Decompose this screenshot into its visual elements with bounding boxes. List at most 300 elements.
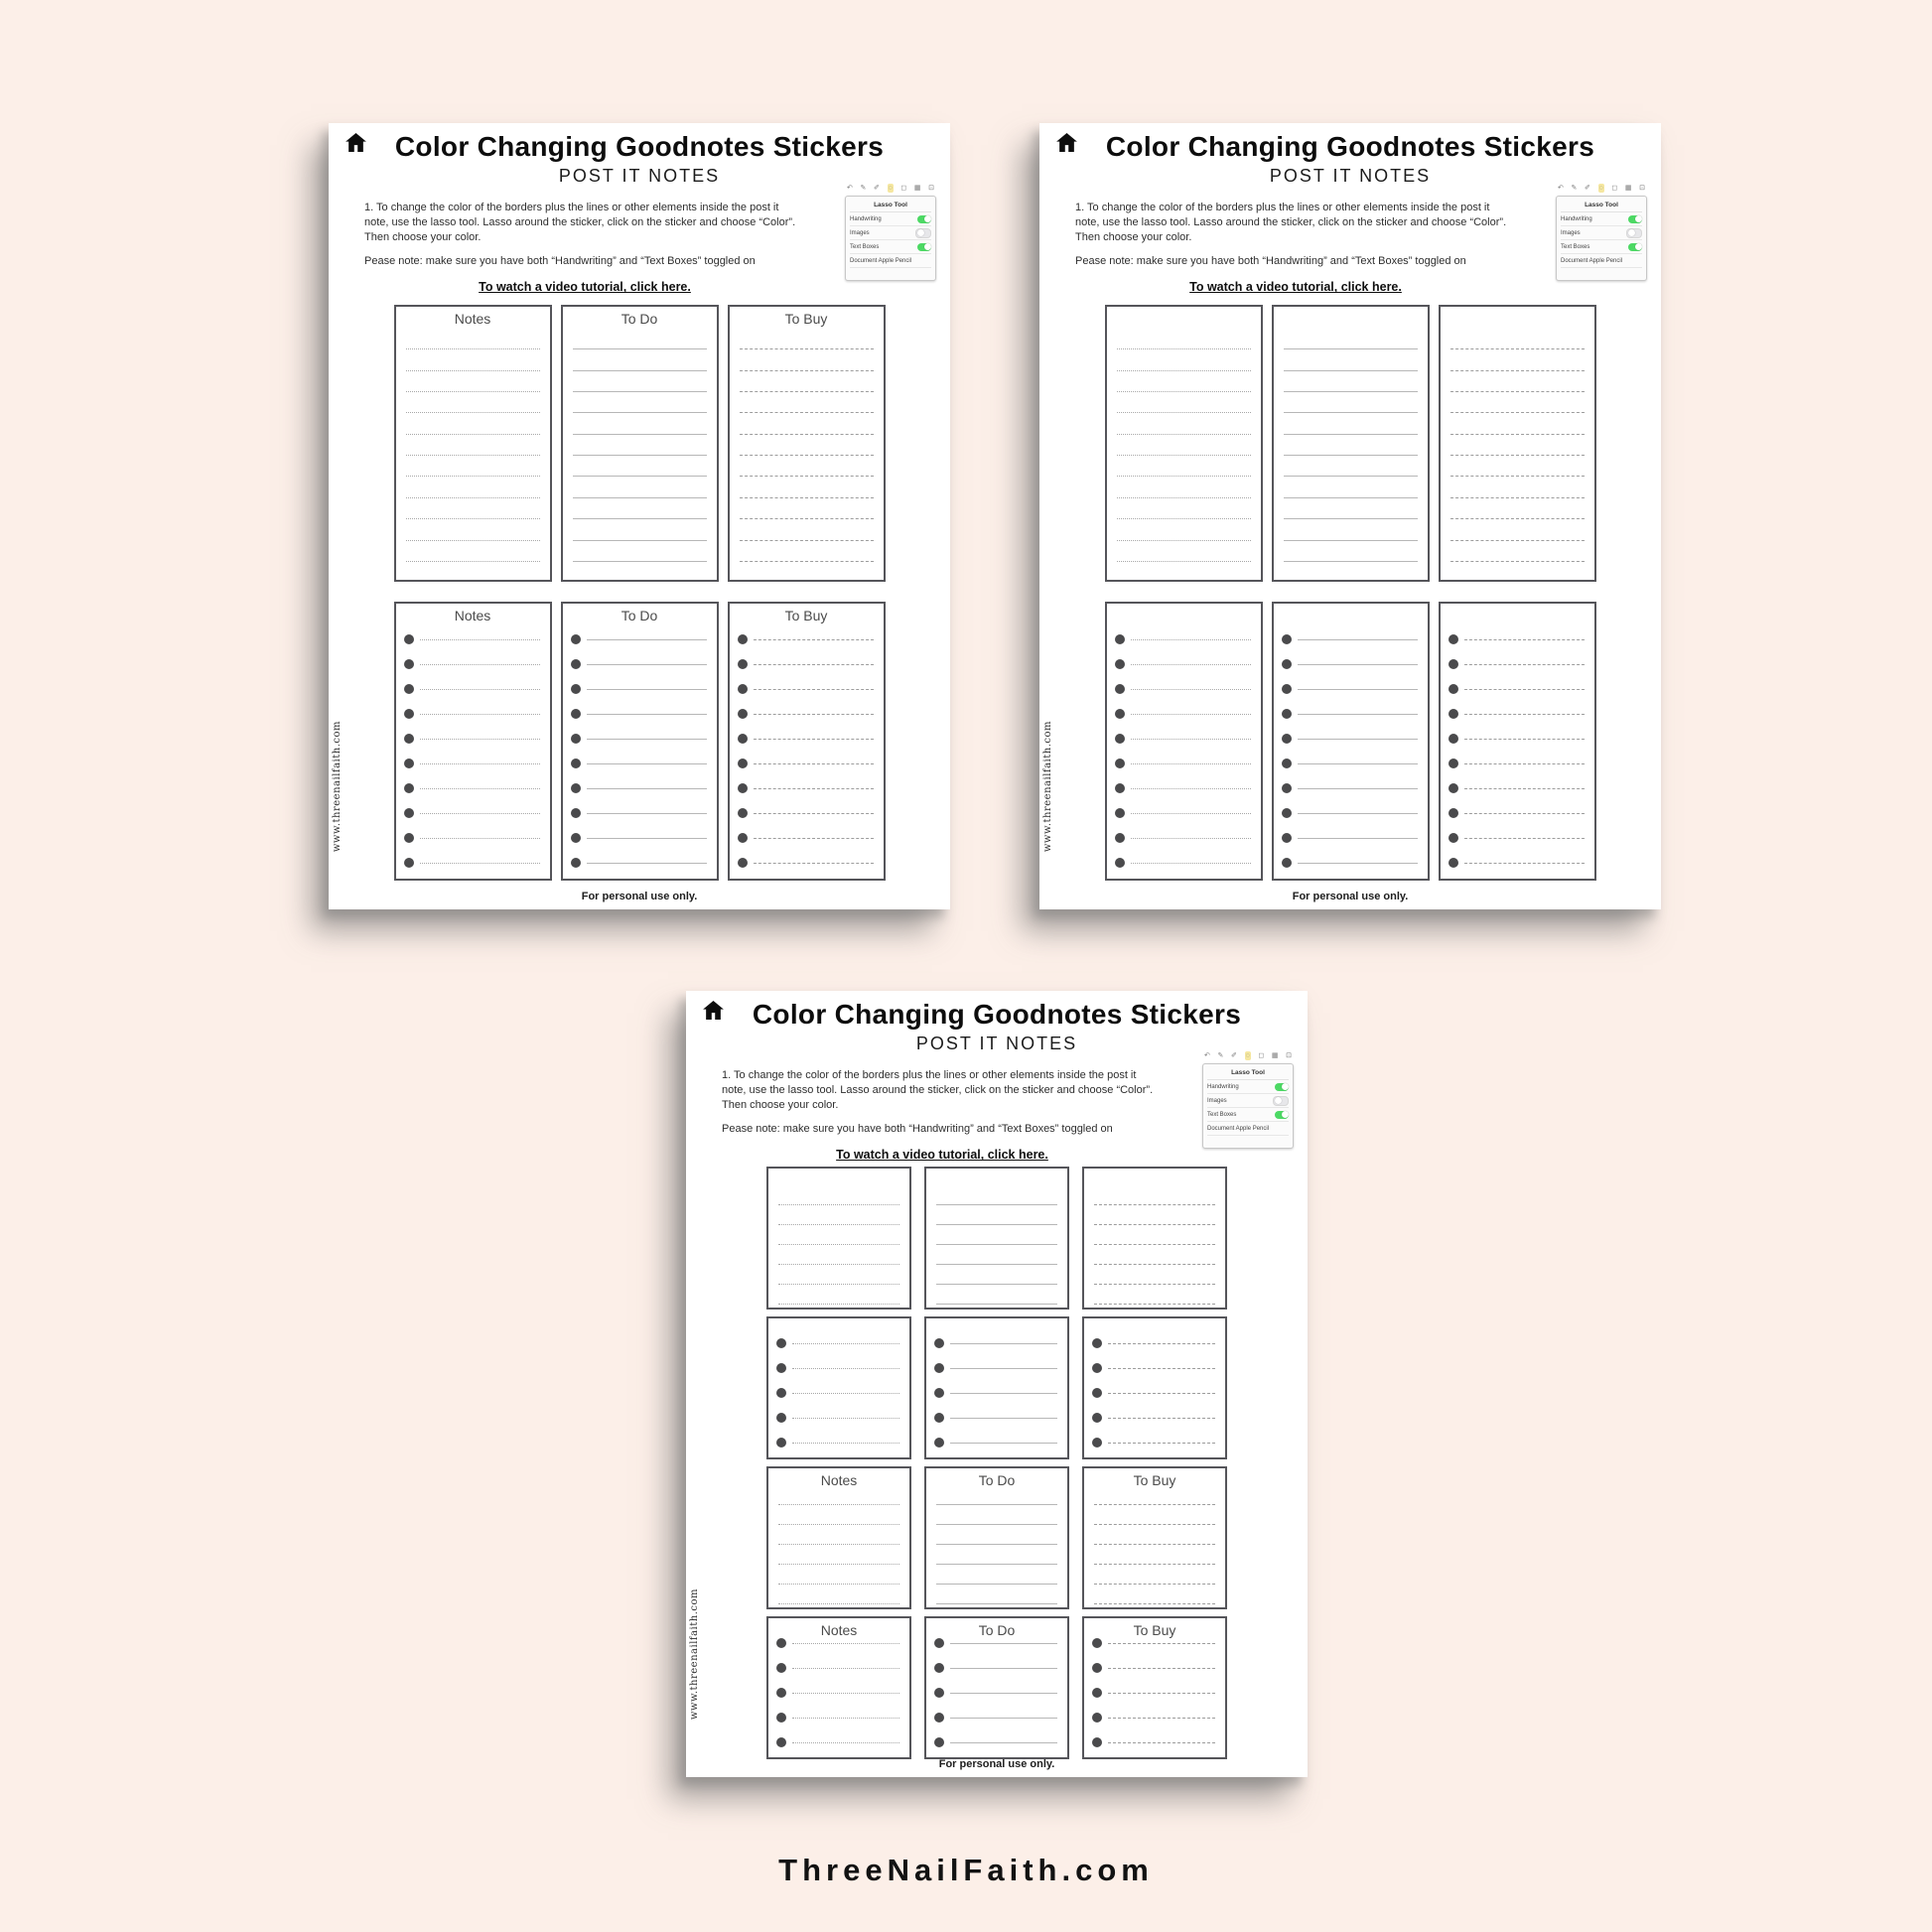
writing-line	[573, 477, 707, 497]
toggle-on-icon	[917, 243, 931, 251]
bullet-dot-icon	[738, 808, 748, 818]
bullet-row	[738, 851, 874, 876]
bullet-dot-icon	[404, 858, 414, 868]
writing-line	[587, 639, 707, 640]
watermark-url: www.threenailfaith.com	[1042, 720, 1053, 852]
bullet-dot-icon	[571, 684, 581, 694]
postit-title: Notes	[454, 607, 491, 623]
bullet-dot-icon	[404, 759, 414, 768]
writing-line	[420, 739, 540, 740]
lasso-row-label: Document Apple Pencil	[850, 257, 912, 264]
writing-line	[1284, 413, 1418, 434]
bullet-dot-icon	[1282, 833, 1292, 843]
writing-line	[740, 392, 874, 413]
writing-line	[573, 519, 707, 540]
writing-line	[1464, 813, 1585, 814]
writing-line	[950, 1418, 1057, 1419]
bullet-lines	[768, 1318, 909, 1455]
postit-title: To Buy	[784, 310, 828, 327]
home-icon[interactable]	[703, 1001, 724, 1020]
bullet-row	[738, 801, 874, 826]
writing-line	[1450, 329, 1585, 349]
writing-line	[740, 371, 874, 392]
home-icon[interactable]	[1056, 133, 1077, 152]
bullet-dot-icon	[934, 1713, 944, 1723]
writing-line	[1298, 664, 1418, 665]
lasso-row	[1207, 1094, 1289, 1108]
postit-to-buy	[1082, 1466, 1227, 1609]
writing-line	[754, 813, 874, 814]
writing-line	[573, 541, 707, 562]
writing-line	[1450, 392, 1585, 413]
writing-line	[936, 1245, 1057, 1265]
bullet-dot-icon	[776, 1438, 786, 1448]
writing-line	[406, 519, 540, 540]
writing-line	[1284, 498, 1418, 519]
bullet-dot-icon	[776, 1338, 786, 1348]
tutorial-link[interactable]: To watch a video tutorial, click here.	[479, 280, 691, 295]
bullet-lines	[730, 604, 884, 876]
bullet-dot-icon	[738, 734, 748, 744]
more-icon: ⊡	[928, 185, 934, 192]
watermark-url: www.threenailfaith.com	[689, 1587, 700, 1720]
bullet-dot-icon	[1115, 759, 1125, 768]
writing-line	[406, 541, 540, 562]
bullet-dot-icon	[776, 1663, 786, 1673]
sticker-row	[766, 1466, 1227, 1609]
bullet-row	[404, 677, 540, 702]
writing-line	[1108, 1368, 1215, 1369]
eraser-icon: ◻	[1611, 185, 1618, 192]
writing-line	[1117, 349, 1251, 370]
ruled-lines	[396, 307, 550, 582]
postit-to-buy	[1082, 1616, 1227, 1759]
bullet-row	[1092, 1656, 1215, 1681]
bullet-row	[1115, 727, 1251, 752]
writing-line	[406, 413, 540, 434]
toggle-off-icon	[1626, 228, 1642, 238]
writing-line	[1094, 1525, 1215, 1545]
bullet-row	[571, 851, 707, 876]
writing-line	[1450, 435, 1585, 456]
writing-line	[936, 1205, 1057, 1225]
writing-line	[754, 664, 874, 665]
bullet-dot-icon	[1282, 759, 1292, 768]
writing-line	[1131, 838, 1251, 839]
writing-line	[587, 863, 707, 864]
bullet-dot-icon	[934, 1388, 944, 1398]
writing-line	[406, 498, 540, 519]
postit-notes	[766, 1466, 911, 1609]
page-subtitle: POST IT NOTES	[915, 1034, 1078, 1054]
postit-notes	[766, 1616, 911, 1759]
bullet-row	[1092, 1406, 1215, 1431]
postit-title: To Buy	[1133, 1471, 1176, 1488]
writing-line	[1450, 413, 1585, 434]
writing-line	[1284, 329, 1418, 349]
writing-line	[406, 329, 540, 349]
lasso-icon: ◌	[1245, 1052, 1250, 1059]
home-icon-glyph	[345, 133, 366, 152]
writing-line	[573, 329, 707, 349]
writing-line	[1298, 689, 1418, 690]
bullet-dot-icon	[934, 1663, 944, 1673]
writing-line	[1284, 371, 1418, 392]
sticker-row	[1105, 602, 1596, 881]
bullet-dot-icon	[776, 1413, 786, 1423]
lasso-tool-popup	[845, 196, 936, 281]
bullet-dot-icon	[404, 634, 414, 644]
writing-line	[778, 1525, 899, 1545]
writing-line	[936, 1265, 1057, 1285]
writing-line	[420, 664, 540, 665]
bullet-dot-icon	[934, 1338, 944, 1348]
writing-line	[1450, 498, 1585, 519]
bullet-row	[1449, 627, 1585, 652]
bullet-row	[1282, 702, 1418, 727]
toggle-on-icon	[1628, 215, 1642, 223]
bullet-row	[776, 1381, 899, 1406]
image-icon: ▦	[1271, 1052, 1279, 1059]
writing-line	[936, 1525, 1057, 1545]
bullet-row	[1282, 776, 1418, 801]
goodnotes-lasso-screenshot	[1556, 183, 1647, 281]
writing-line	[1464, 639, 1585, 640]
writing-line	[778, 1225, 899, 1245]
writing-line	[1108, 1693, 1215, 1694]
bullet-dot-icon	[934, 1638, 944, 1648]
tutorial-link[interactable]: To watch a video tutorial, click here.	[1189, 280, 1402, 295]
writing-line	[587, 664, 707, 665]
writing-line	[740, 541, 874, 562]
bullet-row	[1449, 727, 1585, 752]
postit-notes	[766, 1316, 911, 1459]
bullet-row	[738, 652, 874, 677]
writing-line	[1131, 639, 1251, 640]
postit-to-do	[1272, 305, 1430, 582]
bullet-row	[934, 1681, 1057, 1706]
home-icon-glyph	[1056, 133, 1077, 152]
writing-line	[1464, 763, 1585, 764]
ruled-lines	[768, 1468, 909, 1604]
lasso-row	[850, 212, 931, 226]
bullet-dot-icon	[776, 1638, 786, 1648]
bullet-dot-icon	[1115, 684, 1125, 694]
writing-line	[936, 1565, 1057, 1585]
writing-line	[420, 813, 540, 814]
writing-line	[1298, 739, 1418, 740]
lasso-toolbar-icons	[1556, 183, 1647, 194]
postit-to-buy	[728, 602, 886, 881]
flyer-page-bottom	[686, 991, 1308, 1777]
writing-line	[406, 435, 540, 456]
lasso-row-label: Text Boxes	[1561, 243, 1590, 250]
bullet-row	[934, 1730, 1057, 1755]
lasso-row-label: Document Apple Pencil	[1207, 1125, 1270, 1132]
writing-line	[792, 1693, 899, 1694]
bullet-dot-icon	[776, 1713, 786, 1723]
watermark-url: www.threenailfaith.com	[332, 720, 343, 852]
writing-line	[1131, 689, 1251, 690]
bullet-dot-icon	[1092, 1713, 1102, 1723]
lasso-toolbar-icons	[1202, 1050, 1294, 1061]
lasso-row	[1207, 1080, 1289, 1094]
bullet-dot-icon	[571, 659, 581, 669]
instruction-block	[1075, 201, 1516, 297]
bullet-row	[1092, 1381, 1215, 1406]
lasso-row-label: Document Apple Pencil	[1561, 257, 1623, 264]
postit-to-do	[924, 1466, 1069, 1609]
writing-line	[1450, 349, 1585, 370]
note-text: Pease note: make sure you have both “Handwriting” and “Text Boxes” toggled on	[722, 1123, 1113, 1136]
postit-to-buy	[1439, 602, 1596, 881]
postit-title: Notes	[820, 1621, 858, 1638]
bullet-dot-icon	[1115, 734, 1125, 744]
bullet-row	[1449, 826, 1585, 851]
bullet-dot-icon	[1115, 783, 1125, 793]
bullet-dot-icon	[404, 833, 414, 843]
writing-line	[1464, 714, 1585, 715]
writing-line	[936, 1505, 1057, 1525]
bullet-lines	[768, 1618, 909, 1755]
writing-line	[740, 413, 874, 434]
writing-line	[1094, 1505, 1215, 1525]
bullet-row	[404, 801, 540, 826]
bullet-row	[1092, 1681, 1215, 1706]
writing-line	[1131, 714, 1251, 715]
writing-line	[754, 788, 874, 789]
writing-line	[1131, 863, 1251, 864]
lasso-row	[1561, 212, 1642, 226]
writing-line	[1117, 329, 1251, 349]
bullet-row	[571, 702, 707, 727]
bullet-dot-icon	[1115, 634, 1125, 644]
bullet-row	[738, 702, 874, 727]
writing-line	[1094, 1225, 1215, 1245]
bullet-row	[738, 627, 874, 652]
bullet-dot-icon	[1092, 1363, 1102, 1373]
more-icon: ⊡	[1286, 1052, 1292, 1059]
bullet-dot-icon	[738, 759, 748, 768]
writing-line	[1117, 519, 1251, 540]
sticker-row	[766, 1316, 1227, 1459]
bullet-row	[1092, 1431, 1215, 1455]
ruled-lines	[563, 307, 717, 582]
writing-line	[1108, 1668, 1215, 1669]
sticker-row	[394, 602, 886, 881]
writing-line	[754, 863, 874, 864]
bullet-row	[571, 752, 707, 776]
bullet-row	[1115, 801, 1251, 826]
writing-line	[573, 349, 707, 370]
sticker-area	[329, 305, 950, 881]
writing-line	[950, 1718, 1057, 1719]
bullet-row	[1449, 851, 1585, 876]
writing-line	[1131, 813, 1251, 814]
sticker-row	[766, 1167, 1227, 1310]
bullet-row	[776, 1431, 899, 1455]
ruled-lines	[1107, 307, 1261, 582]
writing-line	[1284, 541, 1418, 562]
pen-icon: ✎	[860, 185, 867, 192]
writing-line	[1298, 639, 1418, 640]
writing-line	[406, 392, 540, 413]
page-footer: For personal use only.	[1292, 891, 1409, 902]
writing-line	[950, 1742, 1057, 1743]
writing-line	[1450, 371, 1585, 392]
bullet-row	[404, 851, 540, 876]
bullet-dot-icon	[1115, 808, 1125, 818]
bullet-dot-icon	[1092, 1638, 1102, 1648]
lasso-row-label: Images	[1207, 1097, 1227, 1104]
writing-line	[1108, 1643, 1215, 1644]
sticker-area	[1039, 305, 1661, 881]
bullet-dot-icon	[1449, 734, 1458, 744]
bullet-row	[1282, 801, 1418, 826]
undo-icon: ↶	[1204, 1052, 1210, 1059]
ruled-lines	[1084, 1169, 1225, 1305]
bullet-lines	[1084, 1318, 1225, 1455]
lasso-row	[850, 226, 931, 240]
writing-line	[1284, 519, 1418, 540]
bullet-row	[571, 627, 707, 652]
bullet-row	[776, 1706, 899, 1730]
bullet-row	[934, 1706, 1057, 1730]
bullet-row	[1282, 851, 1418, 876]
lasso-row	[1561, 254, 1642, 268]
bullet-dot-icon	[776, 1688, 786, 1698]
writing-line	[792, 1368, 899, 1369]
writing-line	[1450, 477, 1585, 497]
bullet-dot-icon	[776, 1363, 786, 1373]
postit-title: Notes	[820, 1471, 858, 1488]
bullet-row	[1282, 826, 1418, 851]
bullet-row	[738, 727, 874, 752]
instruction-text: 1. To change the color of the borders plus the lines or other elements inside the post it note, use the lasso tool. Lasso around the sticker, click on the sticker and choose “Color”. Then choose your color.	[722, 1068, 1154, 1112]
bullet-row	[1115, 826, 1251, 851]
postit-title: To Buy	[1133, 1621, 1176, 1638]
bullet-row	[571, 677, 707, 702]
bullet-row	[738, 677, 874, 702]
bullet-dot-icon	[1449, 684, 1458, 694]
toggle-on-icon	[917, 215, 931, 223]
bullet-row	[738, 776, 874, 801]
writing-line	[740, 329, 874, 349]
pen-icon: ✎	[1571, 185, 1578, 192]
toggle-on-icon	[1275, 1111, 1289, 1119]
writing-line	[1450, 456, 1585, 477]
bullet-dot-icon	[738, 684, 748, 694]
bullet-row	[1115, 702, 1251, 727]
writing-line	[792, 1443, 899, 1444]
writing-line	[420, 763, 540, 764]
bullet-row	[404, 776, 540, 801]
bullet-dot-icon	[404, 709, 414, 719]
bullet-row	[1115, 627, 1251, 652]
bullet-row	[1282, 652, 1418, 677]
writing-line	[754, 838, 874, 839]
postit-to-buy	[1439, 305, 1596, 582]
bullet-dot-icon	[1092, 1338, 1102, 1348]
bullet-dot-icon	[571, 783, 581, 793]
ruled-lines	[1274, 307, 1428, 582]
postit-to-buy	[728, 305, 886, 582]
postit-to-do	[924, 1316, 1069, 1459]
page-title: Color Changing Goodnotes Stickers	[394, 131, 885, 162]
bullet-row	[1115, 652, 1251, 677]
postit-title: To Do	[978, 1471, 1016, 1488]
bullet-row	[404, 826, 540, 851]
bullet-dot-icon	[1092, 1737, 1102, 1747]
lasso-tool-popup	[1556, 196, 1647, 281]
bullet-dot-icon	[571, 759, 581, 768]
bullet-lines	[1441, 604, 1594, 876]
lasso-row	[850, 254, 931, 268]
home-icon[interactable]	[345, 133, 366, 152]
postit-title: Notes	[454, 310, 491, 327]
bullet-dot-icon	[738, 833, 748, 843]
writing-line	[1117, 392, 1251, 413]
bullet-row	[1449, 801, 1585, 826]
bullet-dot-icon	[1449, 659, 1458, 669]
postit-notes	[394, 305, 552, 582]
bullet-row	[738, 826, 874, 851]
undo-icon: ↶	[847, 185, 853, 192]
bullet-row	[934, 1431, 1057, 1455]
writing-line	[573, 392, 707, 413]
writing-line	[950, 1393, 1057, 1394]
lasso-row-label: Images	[850, 229, 870, 236]
ruled-lines	[730, 307, 884, 582]
bullet-dot-icon	[571, 808, 581, 818]
toggle-on-icon	[1275, 1083, 1289, 1091]
bullet-dot-icon	[934, 1363, 944, 1373]
bullet-lines	[563, 604, 717, 876]
bullet-dot-icon	[1449, 634, 1458, 644]
writing-line	[778, 1265, 899, 1285]
lasso-row-label: Images	[1561, 229, 1581, 236]
highlighter-icon: ✐	[1231, 1052, 1237, 1059]
postit-notes	[766, 1167, 911, 1310]
bullet-row	[1092, 1356, 1215, 1381]
tutorial-link[interactable]: To watch a video tutorial, click here.	[836, 1148, 1048, 1163]
bullet-row	[1449, 652, 1585, 677]
writing-line	[936, 1545, 1057, 1565]
lasso-row	[850, 240, 931, 254]
writing-line	[778, 1185, 899, 1205]
bullet-dot-icon	[776, 1388, 786, 1398]
lasso-row	[1207, 1108, 1289, 1122]
ruled-lines	[1441, 307, 1594, 582]
bullet-dot-icon	[1115, 659, 1125, 669]
bullet-lines	[396, 604, 550, 876]
writing-line	[1108, 1343, 1215, 1344]
lasso-rows	[850, 212, 931, 268]
writing-line	[1108, 1443, 1215, 1444]
image-icon: ▦	[1624, 185, 1632, 192]
toggle-off-icon	[1273, 1096, 1289, 1106]
writing-line	[778, 1585, 899, 1604]
writing-line	[587, 689, 707, 690]
bullet-row	[1449, 702, 1585, 727]
writing-line	[740, 456, 874, 477]
writing-line	[1094, 1185, 1215, 1205]
bullet-dot-icon	[738, 709, 748, 719]
writing-line	[1298, 838, 1418, 839]
bullet-dot-icon	[738, 634, 748, 644]
writing-line	[936, 1585, 1057, 1604]
writing-line	[778, 1565, 899, 1585]
